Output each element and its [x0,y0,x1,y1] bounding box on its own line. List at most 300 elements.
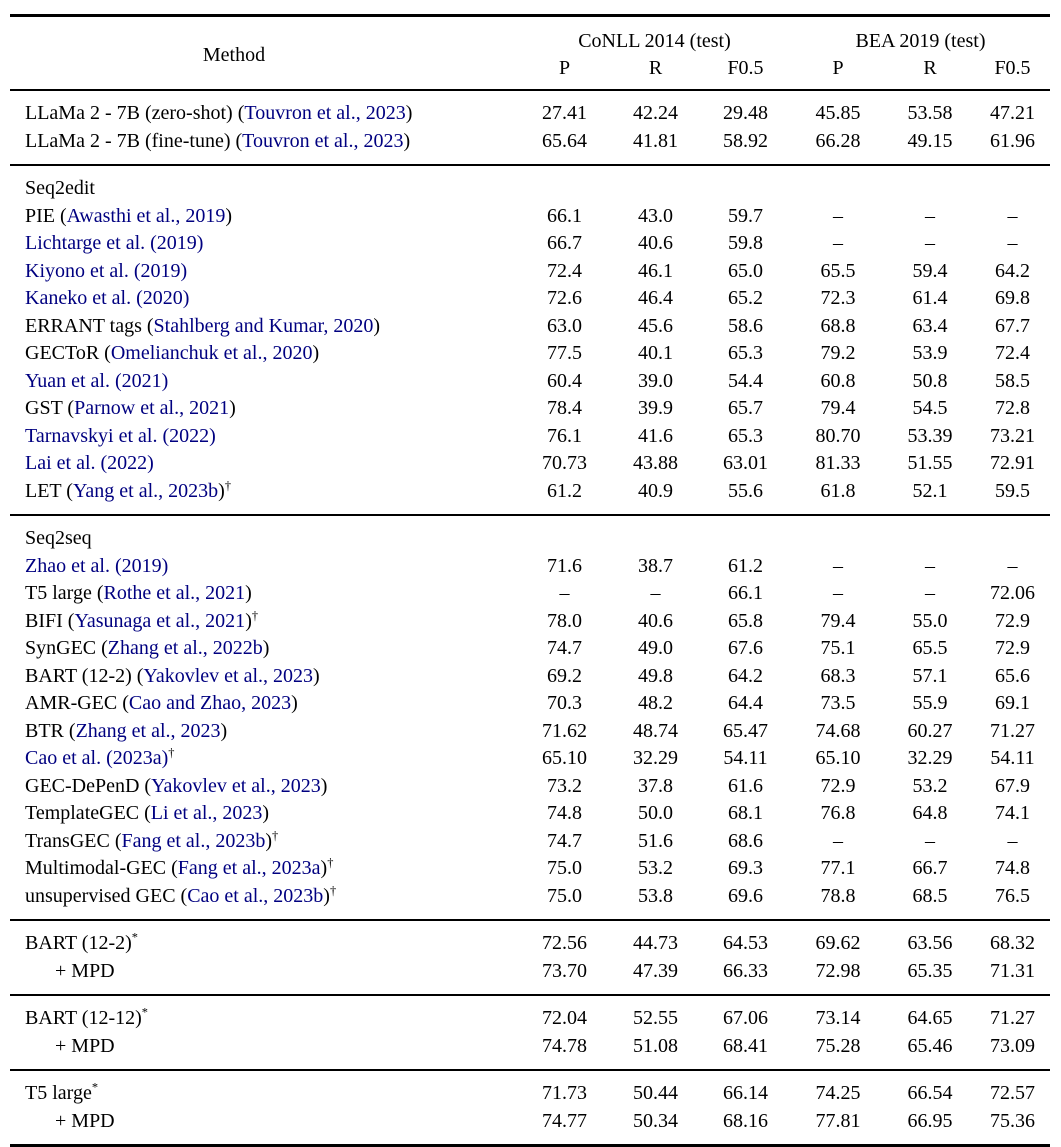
method-text: ) [229,397,236,419]
value-cell: 66.54 [907,1082,953,1104]
value-cell: 71.6 [547,554,582,577]
value-cell: 68.16 [700,1108,791,1146]
value-cell: 68.5 [885,883,975,921]
table-row [10,920,1050,958]
value-cell: 69.62 [815,932,861,954]
value-cell: 53.39 [907,424,953,447]
method-cell [10,340,518,368]
value-cell: – [925,232,935,254]
value-cell: 58.92 [700,128,791,166]
method-cell [10,828,518,856]
value-cell: 64.53 [723,932,768,954]
table-row [10,423,1050,451]
value-cell: 55.6 [700,478,791,516]
value-cell: 65.0 [728,259,763,282]
value-cell: – [833,232,843,254]
table-row [10,450,1050,478]
value-cell: 57.1 [912,664,948,687]
method-text: ) [291,692,298,714]
citation-link[interactable]: Cao et al. (2023a) [25,747,169,769]
method-text: BIFI ( [25,609,75,632]
citation-link[interactable]: Zhang et al., 2022b [107,637,263,659]
citation-link[interactable]: Yuan et al. (2021) [25,369,169,392]
value-cell: 75.0 [547,857,582,879]
method-cell [10,478,518,516]
value-cell: 55.9 [912,692,948,714]
method-cell [10,1070,518,1108]
value-cell: 50.34 [611,1108,700,1146]
method-text: BART (12-12) [25,1007,142,1029]
table-row [10,395,1050,423]
value-cell: 74.7 [547,637,582,659]
value-cell: 65.5 [912,637,948,659]
value-cell: 74.8 [547,802,582,824]
table-header [10,16,1050,91]
value-cell: 69.8 [995,287,1030,309]
citation-link[interactable]: Touvron et al., 2023 [242,129,404,152]
method-text: ) [245,582,252,604]
value-cell: 46.4 [638,287,673,309]
value-cell: – [833,554,843,577]
value-cell: 65.47 [723,719,768,742]
method-cell [10,368,518,396]
method-text: ) [245,609,252,632]
value-cell: 51.55 [907,452,953,474]
table-row [10,855,1050,883]
method-cell [10,423,518,451]
value-cell: 78.4 [547,397,582,419]
table-row [10,690,1050,718]
value-cell: 27.41 [542,102,587,124]
col-header-bea-f05: F0.5 [975,53,1050,90]
value-cell: 71.62 [542,719,587,742]
method-text: BTR ( [25,719,76,742]
value-cell: 78.8 [791,883,885,921]
table-row [10,203,1050,231]
table-row [10,478,1050,516]
value-cell: 74.77 [518,1108,611,1146]
value-cell: 72.57 [990,1082,1035,1104]
value-cell: 72.6 [547,287,582,309]
value-cell: – [925,582,935,604]
value-cell: 80.70 [815,424,861,447]
method-text: ) [262,637,270,659]
value-cell: 49.0 [638,637,673,659]
method-cell [10,608,518,636]
footnote-marker: † [168,745,175,760]
value-cell: 71.31 [975,958,1050,996]
citation-link[interactable]: Lai et al. (2022) [25,452,154,474]
value-cell: 67.6 [728,637,763,659]
method-text: SynGEC ( [25,637,108,659]
method-cell [10,635,518,663]
value-cell: 66.1 [547,204,582,227]
value-cell: 63.0 [547,314,582,337]
value-cell: 47.39 [611,958,700,996]
value-cell: 32.29 [633,747,678,769]
table-row [10,828,1050,856]
value-cell: 72.06 [990,582,1035,604]
value-cell: 68.6 [728,829,763,852]
citation-link[interactable]: Stahlberg and Kumar, 2020 [153,314,374,337]
value-cell: 53.2 [912,774,948,797]
section-label: Seq2seq [25,527,92,549]
table-row [10,340,1050,368]
method-text: ) [403,129,411,152]
value-cell: 76.5 [975,883,1050,921]
value-cell: 60.4 [547,369,582,392]
citation-link[interactable]: Yang et al., 2023b [72,479,219,502]
method-cell [10,203,518,231]
method-text: ) [373,314,381,337]
value-cell: 58.6 [728,314,763,337]
citation-link[interactable]: Fang et al., 2023b [121,829,266,852]
table-row [10,995,1050,1033]
value-cell: 46.1 [638,259,673,282]
footnote-marker: * [131,930,138,945]
value-cell: 64.2 [728,664,763,687]
value-cell: 73.09 [975,1033,1050,1071]
table-row [10,663,1050,691]
method-text: TemplateGEC ( [25,802,151,824]
value-cell: 49.8 [638,664,673,687]
value-cell: 74.1 [995,802,1030,824]
value-cell: 48.2 [638,692,673,714]
value-cell: 66.33 [700,958,791,996]
value-cell: 73.5 [820,692,856,714]
value-cell: 61.96 [975,128,1050,166]
value-cell: 75.1 [820,637,856,659]
citation-link[interactable]: Lichtarge et al. (2019) [25,232,204,254]
value-cell: 61.6 [728,774,763,797]
value-cell: 61.4 [912,287,948,309]
value-cell: 68.8 [820,314,856,337]
method-cell [10,663,518,691]
table-row [10,90,1050,128]
value-cell: – [833,829,843,852]
table-row [10,608,1050,636]
value-cell: 65.5 [820,259,856,282]
method-text: ) [312,342,320,364]
value-cell: 72.9 [995,637,1030,659]
value-cell: 77.81 [791,1108,885,1146]
value-cell: 65.64 [518,128,611,166]
value-cell: – [1007,554,1018,577]
method-cell [10,1033,518,1071]
method-text: GECToR ( [25,342,111,364]
method-cell [10,230,518,258]
value-cell: 65.35 [885,958,975,996]
value-cell: 75.36 [975,1108,1050,1146]
table-row [10,230,1050,258]
value-cell: 43.88 [633,452,678,474]
value-cell: 65.8 [728,609,763,632]
value-cell: 81.33 [815,452,861,474]
value-cell: 69.1 [995,692,1030,714]
method-cell [10,1108,518,1146]
value-cell: 59.7 [728,204,763,227]
method-cell [10,883,518,921]
value-cell: 48.74 [633,719,678,742]
col-header-conll-r: R [611,53,700,90]
value-cell: 61.2 [518,478,611,516]
value-cell: – [1007,204,1018,227]
footnote-marker: * [91,1080,99,1095]
value-cell: 41.81 [611,128,700,166]
value-cell: 38.7 [638,554,673,577]
value-cell: 73.2 [547,774,582,797]
value-cell: 69.6 [700,883,791,921]
value-cell: 68.1 [728,802,763,824]
method-text: ) [220,719,228,742]
value-cell: 76.1 [547,424,582,447]
value-cell: 74.7 [547,829,582,852]
value-cell: 54.11 [990,747,1035,769]
value-cell: 44.73 [633,932,678,954]
value-cell: 52.1 [885,478,975,516]
method-cell [10,690,518,718]
value-cell: 68.32 [990,932,1035,954]
section-label-row [10,515,1050,553]
method-column-header: Method [10,16,518,91]
bea-group-header: BEA 2019 (test) [855,30,986,52]
method-text: LET ( [25,479,73,502]
value-cell: 60.27 [907,719,953,742]
citation-link[interactable]: Parnow et al., 2021 [74,397,230,419]
value-cell: 79.4 [820,397,856,419]
value-cell: – [1007,829,1018,852]
method-cell [10,995,518,1033]
value-cell: 71.27 [990,1007,1035,1029]
table-row [10,745,1050,773]
citation-link[interactable]: Fang et al., 2023a [177,857,321,879]
value-cell: – [925,554,935,577]
col-header-bea-r: R [885,53,975,90]
method-text: + MPD [55,1034,115,1057]
table-row [10,258,1050,286]
value-cell: – [925,204,935,227]
value-cell: 59.8 [728,232,763,254]
citation-link[interactable]: Rothe et al., 2021 [103,582,246,604]
method-cell [10,128,518,166]
value-cell: 53.58 [907,102,953,124]
citation-link[interactable]: Touvron et al., 2023 [244,102,406,124]
table-row [10,313,1050,341]
citation-link[interactable]: Kaneko et al. (2020) [25,287,190,309]
value-cell: – [833,582,843,604]
method-text: ) [313,664,320,687]
method-text: TransGEC ( [25,829,122,852]
value-cell: 72.4 [547,259,582,282]
value-cell: 68.3 [820,664,856,687]
results-table [10,14,1050,1147]
value-cell: 58.5 [995,369,1030,392]
value-cell: 65.10 [815,747,861,769]
value-cell: 52.55 [633,1007,678,1029]
table-row [10,1033,1050,1071]
value-cell: 51.08 [611,1033,700,1071]
citation-link[interactable]: Awasthi et al., 2019 [66,204,226,227]
citation-link[interactable]: Yakovlev et al., 2023 [151,774,321,797]
method-cell [10,958,518,996]
citation-link[interactable]: Cao et al., 2023b [187,884,324,907]
method-text: LLaMa 2 - 7B (zero-shot) ( [25,102,245,124]
value-cell: 73.14 [815,1007,861,1029]
value-cell: 54.5 [912,397,948,419]
footnote-marker: † [329,882,337,897]
value-cell: 72.91 [990,452,1035,474]
table-body [10,90,1050,1146]
table-row [10,958,1050,996]
value-cell: 64.4 [728,692,763,714]
table-row [10,773,1050,801]
value-cell: 66.14 [723,1082,768,1104]
value-cell: 65.3 [728,342,763,364]
value-cell: 37.8 [638,774,673,797]
value-cell: 77.5 [547,342,582,364]
table-row [10,128,1050,166]
value-cell: 76.8 [820,802,856,824]
conll-group-header: CoNLL 2014 (test) [578,30,731,52]
footnote-marker: † [224,477,232,492]
value-cell: 70.3 [547,692,582,714]
value-cell: 53.8 [611,883,700,921]
method-text: PIE ( [25,204,67,227]
value-cell: – [833,204,843,227]
method-text: T5 large [25,1082,92,1104]
value-cell: 73.21 [990,424,1035,447]
value-cell: 40.9 [611,478,700,516]
value-cell: – [650,582,661,604]
value-cell: 64.8 [912,802,948,824]
value-cell: 74.25 [815,1082,861,1104]
value-cell: – [559,582,570,604]
method-text: ) [218,479,225,502]
method-text: ) [320,774,328,797]
table-row [10,883,1050,921]
citation-link[interactable]: Zhang et al., 2023 [75,719,221,742]
value-cell: 59.5 [975,478,1050,516]
citation-link[interactable]: Yakovlev et al., 2023 [143,664,314,687]
value-cell: 45.6 [638,314,673,337]
value-cell: 53.9 [912,342,948,364]
value-cell: 69.2 [547,664,582,687]
value-cell: 55.0 [912,609,948,632]
citation-link[interactable]: Kiyono et al. (2019) [25,259,188,282]
section-label: Seq2edit [25,177,95,199]
method-cell [10,450,518,478]
value-cell: 40.6 [638,232,673,254]
method-text: ) [265,829,273,852]
value-cell: 64.65 [907,1007,953,1029]
method-text: ) [405,102,413,124]
value-cell: 50.44 [633,1082,678,1104]
method-text: ) [320,857,328,879]
value-cell: 65.7 [728,397,763,419]
value-cell: 66.7 [547,232,582,254]
method-cell [10,313,518,341]
table-row [10,285,1050,313]
method-text: ) [262,802,270,824]
value-cell: 61.2 [728,554,763,577]
value-cell: 45.85 [815,102,861,124]
value-cell: 72.8 [995,397,1030,419]
citation-link[interactable]: Zhao et al. (2019) [25,554,169,577]
value-cell: 79.2 [820,342,856,364]
value-cell: 63.01 [723,452,768,474]
value-cell: 43.0 [638,204,673,227]
table-row [10,800,1050,828]
value-cell: 75.0 [518,883,611,921]
value-cell: – [925,829,935,852]
table-row [10,635,1050,663]
value-cell: 65.46 [885,1033,975,1071]
method-cell [10,718,518,746]
method-cell [10,258,518,286]
method-text: AMR-GEC ( [25,692,129,714]
method-cell [10,90,518,128]
value-cell: 70.73 [542,452,587,474]
value-cell: 39.9 [638,397,673,419]
value-cell: 72.98 [791,958,885,996]
citation-link[interactable]: Omelianchuk et al., 2020 [110,342,313,364]
value-cell: 65.3 [728,424,763,447]
value-cell: 65.6 [995,664,1030,687]
value-cell: 66.95 [885,1108,975,1146]
value-cell: 65.10 [542,747,587,769]
citation-link[interactable]: Cao and Zhao, 2023 [128,692,292,714]
method-text: ERRANT tags ( [25,314,154,337]
citation-link[interactable]: Tarnavskyi et al. (2022) [25,424,216,447]
footnote-marker: † [251,607,259,622]
value-cell: 68.41 [700,1033,791,1071]
col-header-bea-p: P [791,53,885,90]
value-cell: 63.56 [907,932,953,954]
method-cell [10,800,518,828]
value-cell: 72.3 [820,287,856,309]
value-cell: 75.28 [791,1033,885,1071]
value-cell: 54.11 [723,747,768,769]
value-cell: 72.9 [995,609,1030,632]
value-cell: 66.1 [728,582,763,604]
value-cell: 67.9 [995,774,1030,797]
method-cell [10,395,518,423]
value-cell: 54.4 [728,369,763,392]
value-cell: 51.6 [638,829,673,852]
value-cell: 74.78 [518,1033,611,1071]
value-cell: 47.21 [990,102,1035,124]
method-text: + MPD [55,1109,115,1132]
citation-link[interactable]: Yasunaga et al., 2021 [74,609,246,632]
value-cell: 66.7 [912,857,948,879]
value-cell: – [1007,232,1018,254]
value-cell: 50.8 [912,369,948,392]
table-row [10,580,1050,608]
value-cell: 40.6 [638,609,673,632]
value-cell: 29.48 [723,102,768,124]
col-header-conll-f05: F0.5 [700,53,791,90]
value-cell: 79.4 [820,609,856,632]
value-cell: 72.4 [995,342,1030,364]
value-cell: 73.70 [518,958,611,996]
method-text: unsupervised GEC ( [25,884,188,907]
citation-link[interactable]: Li et al., 2023 [150,802,263,824]
value-cell: 69.3 [728,857,763,879]
value-cell: 63.4 [912,314,948,337]
method-cell [10,553,518,581]
value-cell: 74.8 [995,857,1030,879]
method-cell [10,745,518,773]
